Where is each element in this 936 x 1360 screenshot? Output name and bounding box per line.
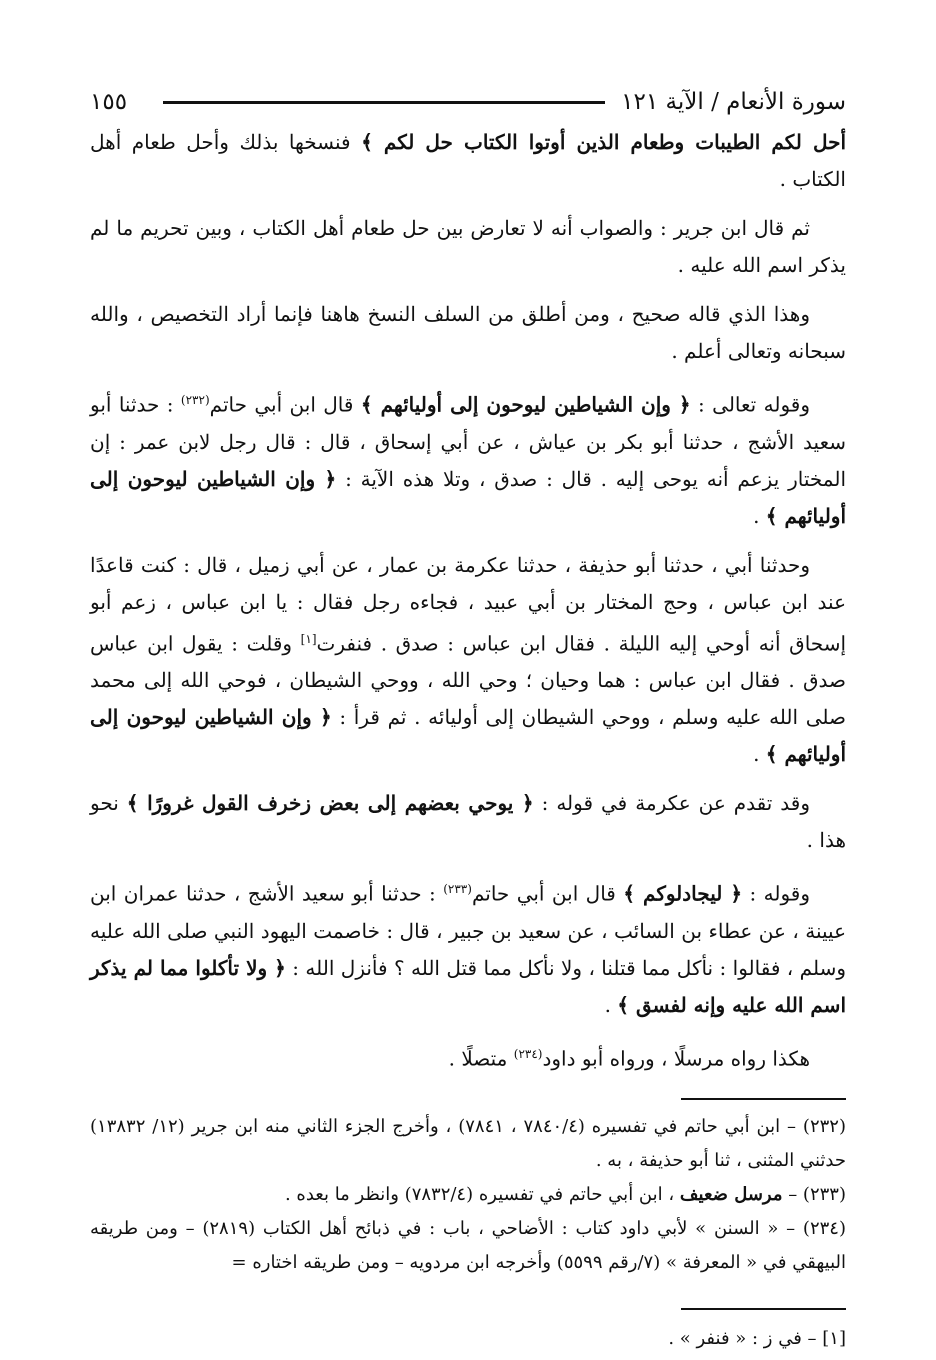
header-rule <box>163 101 605 104</box>
footnote-marker: (٢٣٤) <box>513 1046 543 1061</box>
text-run: وقد تقدم عن عكرمة في قوله : <box>533 791 810 816</box>
editor-note-e1 <box>90 1322 846 1356</box>
footnote-marker: (٢٣٣) <box>443 882 472 897</box>
text-run: ، ابن أبي حاتم في تفسيره (٧٨٣٢/٤) وانظر ما بعده . <box>284 1183 680 1205</box>
text-run: (٢٣٢) – ابن أبي حاتم في تفسيره (٧٨٤٠/٤ ، ٧٨٤١) ، وأخرج الجزء الثاني منه ابن جرير (١٢/ ١٣٨٣٢) حدثني المثنى ، ثنا أبو حذيفة ، به . <box>90 1115 846 1171</box>
main-text <box>90 124 846 1078</box>
text-run: هكذا رواه مرسلًا ، ورواه أبو داود <box>542 1046 810 1071</box>
quran-quote: مرسل ضعيف <box>679 1183 783 1205</box>
footnote-marker: [١] <box>300 631 317 646</box>
text-run: وقلت : يقول ابن عباس صدق . فقال ابن عباس : هما وحيان ؛ وحي الله ، ووحي الشيطان ، فوحي الله إلى محمد صلى الله عليه وسلم ، ووحي الشيطان إلى أوليائه . ثم قرأ : <box>90 631 847 730</box>
footnotes <box>90 1110 846 1280</box>
quran-quote: ﴿ ليجادلوكم ﴾ <box>623 881 743 906</box>
editor-notes <box>90 1322 846 1356</box>
text-run: . <box>753 503 766 528</box>
paragraph-p4 <box>90 382 846 535</box>
footnote-separator <box>681 1098 846 1100</box>
text-run: وقوله : <box>742 881 811 906</box>
text-run: وقوله تعالى : <box>690 392 810 417</box>
text-run: : حدثنا أبو سعيد الأشج ، حدثنا أبو بكر بن عياش ، عن أبي إسحاق ، قال : قال رجل لابن عمر : إن المختار يزعم أنه يوحى إليه . قال : صدق ، وتلا هذه الآية : <box>90 392 846 491</box>
text-run: قال ابن أبي حاتم <box>471 881 624 906</box>
text-run: . <box>753 742 766 767</box>
paragraph-p5 <box>90 547 846 774</box>
quran-quote: ﴿ يوحي بعضهم إلى بعض زخرف القول غرورًا ﴾ <box>126 791 534 816</box>
paragraph-p3 <box>90 296 846 370</box>
quran-quote: ﴿ وإن الشياطين ليوحون إلى أوليائهم ﴾ <box>90 705 846 767</box>
text-run: : حدثنا أبو سعيد الأشج ، حدثنا عمران ابن عيينة ، عن عطاء بن السائب ، عن سعيد بن جبير ، قال : خاصمت اليهود النبي صلى الله عليه وسلم ، فقالوا : نأكل مما قتلنا ، ولا نأكل مما قتل الله ؟ فأنزل الله : <box>90 881 846 980</box>
paragraph-p8 <box>90 1036 846 1078</box>
footnote-marker: (٢٣٢) <box>180 393 210 407</box>
paragraph-p1 <box>90 124 846 198</box>
text-run: (٢٣٤) – « السنن » لأبي داود كتاب : الأضاحي ، باب : في ذبائح أهل الكتاب (٢٨١٩) – ومن طريقه البيهقي في « المعرفة » (٧/رقم ٥٥٩٩) وأخرجه ابن مردويه – ومن طريقه اختاره = <box>90 1217 847 1273</box>
text-run: وهذا الذي قاله صحيح ، ومن أطلق من السلف النسخ هاهنا فإنما أراد التخصيص ، والله سبحانه وتعالى أعلم . <box>90 302 846 363</box>
text-run: قال ابن أبي حاتم <box>209 392 361 417</box>
page-header <box>90 82 846 122</box>
paragraph-p6 <box>90 785 846 859</box>
text-run: (٢٣٣) – <box>782 1183 846 1205</box>
quran-quote: ﴿ وإن الشياطين ليوحون إلى أوليائهم ﴾ <box>90 466 846 528</box>
running-title: سورة الأنعام / الآية ١٢١ <box>621 89 846 115</box>
quran-quote: أحل لكم الطيبات وطعام الذين أوتوا الكتاب حل لكم ﴾ <box>361 130 847 154</box>
text-run: فنسخها بذلك وأحل طعام أهل الكتاب . <box>90 130 846 191</box>
footnote-f233 <box>90 1178 846 1212</box>
text-run: متصلًا . <box>448 1046 514 1071</box>
footnote-f232 <box>90 1110 846 1178</box>
text-run: . <box>604 992 618 1017</box>
paragraph-p2 <box>90 210 846 284</box>
editor-notes-separator <box>681 1308 846 1310</box>
text-run: نحو هذا . <box>90 791 846 853</box>
page-number: ١٥٥ <box>90 89 128 115</box>
text-run: [١] – في ز : « فنفر » . <box>668 1327 846 1349</box>
paragraph-p7 <box>90 871 846 1024</box>
text-run: ثم قال ابن جرير : والصواب أنه لا تعارض بين حل طعام أهل الكتاب ، وبين تحريم ما لم يذكر اسم الله عليه . <box>90 216 846 277</box>
quran-quote: ﴿ ولا تأكلوا مما لم يذكر اسم الله عليه وإنه لفسق ﴾ <box>90 955 846 1017</box>
quran-quote: ﴿ وإن الشياطين ليوحون إلى أوليائهم ﴾ <box>360 392 691 417</box>
text-run: وحدثنا أبي ، حدثنا أبو حذيفة ، حدثنا عكرمة بن عمار ، عن أبي زميل ، قال : كنت قاعدًا عند ابن عباس ، وحج المختار بن أبي عبيد ، فجاءه رجل فقال : يا ابن عباس ، زعم أبو إسحاق أنه أوحي إليه الليلة . فقال ابن عباس : صدق . فنفرت <box>90 552 847 656</box>
footnote-f234 <box>90 1212 846 1280</box>
